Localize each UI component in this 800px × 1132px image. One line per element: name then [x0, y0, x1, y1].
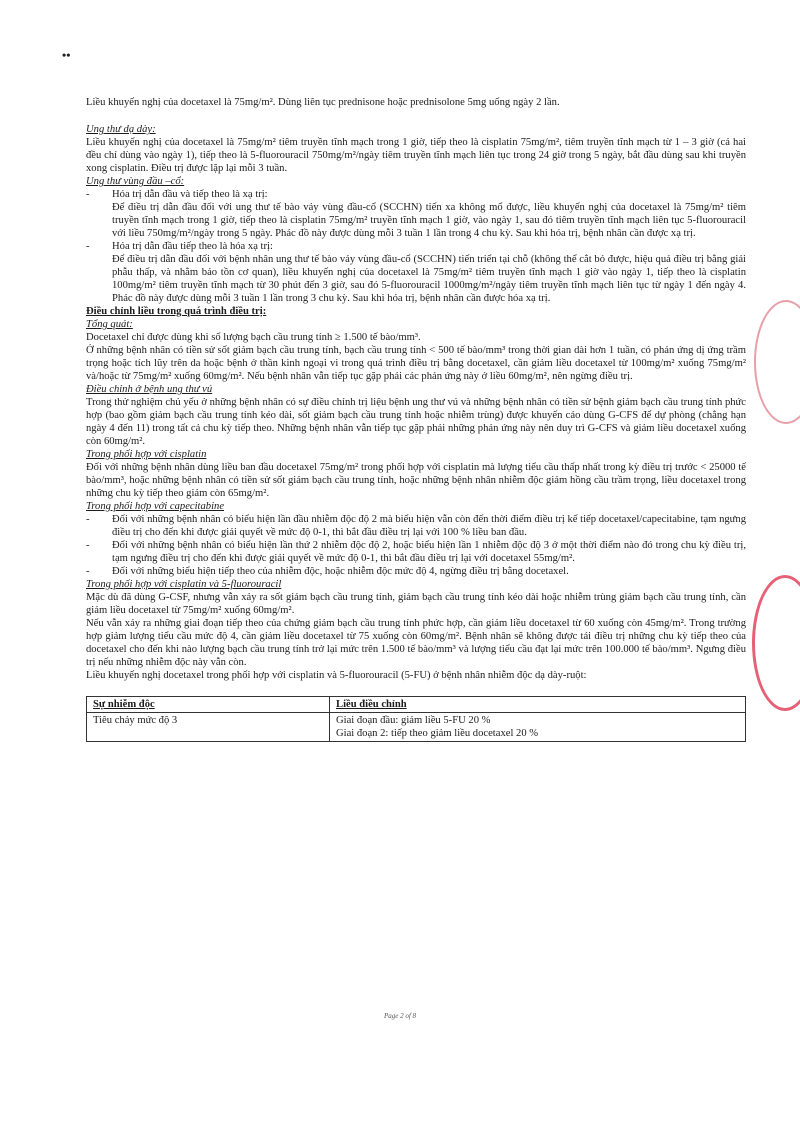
- red-stamp-top: [754, 300, 800, 424]
- table-cell-toxicity: Tiêu chảy mức độ 3: [87, 713, 330, 742]
- general-heading: Tổng quát:: [86, 319, 133, 330]
- headneck-item-body: Để điều trị dẫn đầu đối với bệnh nhân ung thư tế bào vảy vùng đầu-cổ (SCCHN) tiến triển tại chỗ (không thể cắt bỏ được, hiệu quả điều trị bằng giải phẫu thấp, và nhằm bảo tồn cơ quan), liều khuyến nghị của docetaxel là 75mg/m² tiêm truyền tĩnh mạch 1 giờ vào ngày 1, tiếp theo là cisplatin 100mg/m² tiêm truyền tĩnh mạch từ 30 phút đến 3 giờ, sau đó 5-fluorouracil 1000mg/m²/ngày tiêm truyền tĩnh mạch liên tục từ ngày 1 đến ngày 4. Phác đồ này được dùng mỗi 3 tuần 1 lần trong 3 chu kỳ. Sau khi hóa trị, bệnh nhân cần được hóa xạ trị.: [112, 254, 746, 304]
- headneck-heading: Ung thư vùng đầu –cổ:: [86, 176, 185, 187]
- headneck-item: - Hóa trị dẫn đầu tiếp theo là hóa xạ trị:: [86, 241, 273, 252]
- cisplatin-paragraph: Đối với những bệnh nhân dùng liều ban đầu docetaxel 75mg/m² trong phối hợp với cisplatin mà lượng tiểu cầu thấp nhất trong kỳ điều trị trước < 25000 tế bào/mm³, hoặc những bệnh nhân có tiền sử sốt giảm bạch cầu trung tính, hoặc những bệnh nhân nhiễm độc giảm hồng cầu trầm trọng, liều docetaxel trong những chu kỳ tiếp theo giảm còn 65mg/m².: [86, 462, 746, 499]
- general-paragraph-2: Ở những bệnh nhân có tiền sử sốt giảm bạch cầu trung tính, bạch cầu trung tính < 500 tế bào/mm³ trong thời gian dài hơn 1 tuần, có phản ứng dị ứng trầm trọng hoặc tích lũy trên da hoặc bệnh ở thần kinh ngoại vi trong quá trình điều trị bằng docetaxel, cần giảm liều docetaxel từ 100mg/m² xuống 75mg/m² và/hoặc từ 75mg/m² xuống 60mg/m². Nếu bệnh nhân vẫn tiếp tục gặp phải các phản ứng này ở liều 60mg/m², nên ngừng điều trị.: [86, 345, 746, 382]
- gastric-heading: Ung thư dạ dày:: [86, 124, 156, 135]
- adjustment-line: Giai đoạn đầu: giảm liều 5-FU 20 %: [336, 715, 491, 726]
- page-footer: Page 2 of 8: [383, 1012, 417, 1020]
- adjuvant-paragraph: Trong thử nghiệm chủ yếu ở những bệnh nhân có sự điều chỉnh trị liệu bệnh ung thư vú và những bệnh nhân có tiền sử bệnh giảm bạch cầu trung tính phức hợp (bao gồm giảm bạch cầu trung tính kéo dài, sốt giảm bạch cầu trung tính hoặc nhiễm trùng) được khuyến cáo dùng G-CFS để dự phòng (chẳng hạn ngày 4 đến 11) trong tất cả chu kỳ tiếp theo. Những bệnh nhân vẫn tiếp tục gặp phải những phản ứng này nên duy trì G-CFS và giảm liều docetaxel xuống còn 60mg/m².: [86, 397, 746, 447]
- general-paragraph-1: Docetaxel chỉ được dùng khi số lượng bạch cầu trung tính ≥ 1.500 tế bào/mm³.: [86, 332, 421, 343]
- table-header-toxicity: Sự nhiễm độc: [87, 697, 330, 713]
- corner-mark: ••: [62, 48, 71, 62]
- gastric-paragraph: Liều khuyến nghị của docetaxel là 75mg/m² tiêm truyền tĩnh mạch trong 1 giờ, tiếp theo là cisplatin 75mg/m², tiêm truyền tĩnh mạch từ 1 – 3 giờ (cả hai đều chỉ dùng vào ngày 1), tiếp theo là 5-fluorouracil 750mg/m²/ngày tiêm truyền tĩnh mạch liên tục trong 24 giờ trong 5 ngày, bắt đầu dùng sau khi truyền xong cisplatin. Điều trị được lặp lại mỗi 3 tuần.: [86, 137, 746, 174]
- cis5fu-paragraph-1: Mặc dù đã dùng G-CSF, nhưng vẫn xảy ra sốt giảm bạch cầu trung tính, giảm bạch cầu trung tính kéo dài hoặc nhiễm trùng giảm bạch cầu trung tính, cần giảm liều docetaxel từ 75mg/m² xuống 60mg/m².: [86, 592, 746, 616]
- cis5fu-paragraph-2: Nếu vẫn xảy ra những giai đoạn tiếp theo của chứng giảm bạch cầu trung tính phức hợp, cần giảm liều docetaxel từ 60 xuống còn 45mg/m². Trong trường hợp giảm lượng tiểu cầu mức độ 4, cần giảm liều docetaxel từ 75 xuống còn 60mg/m². Bệnh nhân sẽ không được tái điều trị những chu kỳ tiếp theo của docetaxel cho đến khi nào lượng bạch cầu trung tính trở lại mức trên 1.500 tế bào/mm³ và lượng tiểu cầu đạt lại mức trên 100.000 tế bào/mm³. Ngưng điều trị nếu những nhiễm độc này vẫn còn.: [86, 618, 746, 668]
- table-row: [87, 713, 746, 742]
- cis5fu-paragraph-3: Liều khuyến nghị docetaxel trong phối hợp với cisplatin và 5-fluorouracil (5-FU) ở bệnh nhân nhiễm độc dạ dày-ruột:: [86, 670, 587, 681]
- headneck-item-body: Để điều trị dẫn đầu đối với ung thư tế bào vảy vùng đầu-cổ (SCCHN) tiến xa không mổ được, liều khuyến nghị của docetaxel là 75mg/m² tiêm truyền tĩnh mạch trong 1 giờ, tiếp theo là cisplatin 75mg/m² truyền tĩnh mạch 1 giờ, vào ngày 1, sau đó tiêm truyền tĩnh mạch liên tục 5-fluorouracil với liều 750mg/m²/ngày trong 5 ngày. Phác đồ này được dùng mỗi 3 tuần 1 lần trong 4 chu kỳ. Sau khi hóa trị, bệnh nhân cần được xạ trị.: [112, 202, 746, 239]
- headneck-item: - Hóa trị dẫn đầu và tiếp theo là xạ trị:: [86, 189, 268, 200]
- adjustment-line: Giai đoạn 2: tiếp theo giảm liều docetaxel 20 %: [336, 728, 539, 739]
- intro-paragraph: Liều khuyến nghị của docetaxel là 75mg/m². Dùng liên tục prednisone hoặc prednisolone 5mg uống ngày 2 lần.: [86, 97, 560, 108]
- adjust-heading: Điều chỉnh liều trong quá trình điều trị:: [86, 306, 267, 317]
- adjuvant-heading: Điều chỉnh ở bệnh ung thư vú: [86, 384, 213, 395]
- toxicity-table: [86, 696, 746, 742]
- table-header-adjustment: Liều điều chỉnh: [330, 697, 746, 713]
- cisplatin-heading: Trong phối hợp với cisplatin: [86, 449, 207, 460]
- capecitabine-heading: Trong phối hợp với capecitabine: [86, 501, 225, 512]
- capecitabine-item: - Đối với những bệnh nhân có biểu hiện lần đầu nhiễm độc độ 2 mà biểu hiện vẫn còn đến thời điểm điều trị kế tiếp docetaxel/capecitabine, tạm ngưng điều trị cho đến khi được giải quyết về mức độ 0-1, thì bắt đầu điều trị lại với 100 % liều ban đầu.: [86, 514, 746, 538]
- capecitabine-item: - Đối với những bệnh nhân có biểu hiện lần thứ 2 nhiễm độc độ 2, hoặc biểu hiện lần 1 nhiễm độc độ 3 ở một thời điểm nào đó trong chu kỳ điều trị, tạm ngưng điều trị cho đến khi được giải quyết về mức độ 0-1, thì bắt đầu điều trị lại với docetaxel 55mg/m².: [86, 540, 746, 564]
- cis5fu-heading: Trong phối hợp với cisplatin và 5-fluorouracil: [86, 579, 282, 590]
- capecitabine-item: - Đối với những biểu hiện tiếp theo của nhiễm độc, hoặc nhiễm độc mức độ 4, ngừng điều trị bằng docetaxel.: [86, 566, 569, 577]
- document-body: [86, 96, 746, 742]
- table-cell-adjustment: [330, 713, 746, 742]
- table-header-row: [87, 697, 746, 713]
- red-stamp-bottom: [752, 575, 800, 711]
